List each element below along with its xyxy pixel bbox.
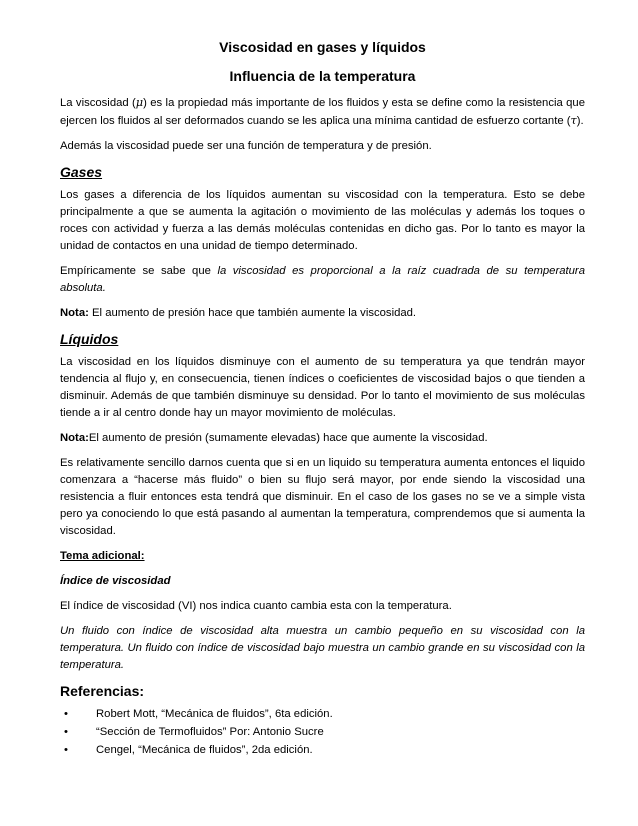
tema-heading: Tema adicional: — [60, 550, 145, 562]
tema-paragraph-1: El índice de viscosidad (VI) nos indica cuanto cambia esta con la temperatura. — [60, 600, 452, 612]
list-item: • Cengel, “Mecánica de fluidos”, 2da edición. — [60, 742, 585, 759]
tema-subheading: Índice de viscosidad — [60, 575, 171, 587]
intro-paragraph-1: La viscosidad (μ) es la propiedad más importante de los fluidos y esta se define como la resistencia que ejercen los fluidos al ser deformados cuando se les aplica una mínima cantidad de esfuerzo cortante (τ). — [60, 96, 585, 127]
bullet-icon: • — [64, 744, 68, 756]
liquidos-note-label: Nota: — [60, 432, 89, 444]
mu-symbol: μ — [135, 96, 144, 109]
document-title: Viscosidad en gases y líquidos — [219, 39, 426, 55]
references-list — [60, 706, 585, 759]
gases-paragraph-2: Empíricamente se sabe que la viscosidad es proporcional a la raíz cuadrada de su temperatura absoluta. — [60, 265, 585, 294]
gases-emphasis: la viscosidad es proporcional a la raíz cuadrada de su temperatura absoluta. — [60, 265, 585, 294]
liquidos-paragraph-2: Es relativamente sencillo darnos cuenta que si en un liquido su temperatura aumenta entonces el liquido comenzara a “hacerse más fluido” o bien su flujo será mayor, por ende siendo la viscosidad una resistencia a fluir entonces esta tendrá que disminuir. En el caso de los gases no se ve a simple vista pero ya conociendo lo que está pasando al aumentan la temperatura, comprendemos que si aumenta la viscosidad. — [60, 457, 585, 537]
gases-note: Nota: El aumento de presión hace que también aumente la viscosidad. — [60, 307, 417, 319]
bullet-icon: • — [64, 708, 68, 720]
referencias-heading: Referencias: — [60, 683, 145, 699]
tema-paragraph-2: Un fluido con índice de viscosidad alta muestra un cambio pequeño en su viscosidad con la temperatura. Un fluido con índice de viscosidad bajo muestra un cambio grande en su viscosidad con la temperatura. — [60, 625, 585, 671]
document-subtitle: Influencia de la temperatura — [229, 68, 416, 84]
gases-note-label: Nota: — [60, 307, 89, 319]
list-item: • Robert Mott, “Mecánica de fluidos”, 6ta edición. — [60, 706, 585, 723]
bullet-icon: • — [64, 726, 68, 738]
tau-symbol: τ — [570, 114, 577, 127]
liquidos-note: Nota:El aumento de presión (sumamente elevadas) hace que aumente la viscosidad. — [60, 432, 488, 444]
list-item: • “Sección de Termofluidos” Por: Antonio Sucre — [60, 724, 585, 741]
gases-paragraph-1: Los gases a diferencia de los líquidos aumentan su viscosidad con la temperatura. Esto se debe principalmente a que se aumenta la agitación o movimiento de las moléculas y además los toques o roces con actividad y fuerza a las demás moléculas contenidas en dicho gas. Por lo tanto es mayor la unidad de contactos en una unidad de tiempo determinado. — [60, 189, 585, 252]
document-page — [60, 38, 585, 760]
liquidos-paragraph-1: La viscosidad en los líquidos disminuye con el aumento de su temperatura ya que tendrán mayor tendencia al flujo y, en consecuencia, tienen índices o coeficientes de viscosidad bajos o que tienden a disminuir. Además de que también disminuye su densidad. Por lo tanto el movimiento de sus moléculas tiende a ir al centro donde hay un mayor movimiento de moléculas. — [60, 356, 585, 419]
gases-heading: Gases — [60, 164, 103, 180]
liquidos-heading: Líquidos — [60, 331, 119, 347]
intro-paragraph-2: Además la viscosidad puede ser una función de temperatura y de presión. — [60, 140, 432, 152]
